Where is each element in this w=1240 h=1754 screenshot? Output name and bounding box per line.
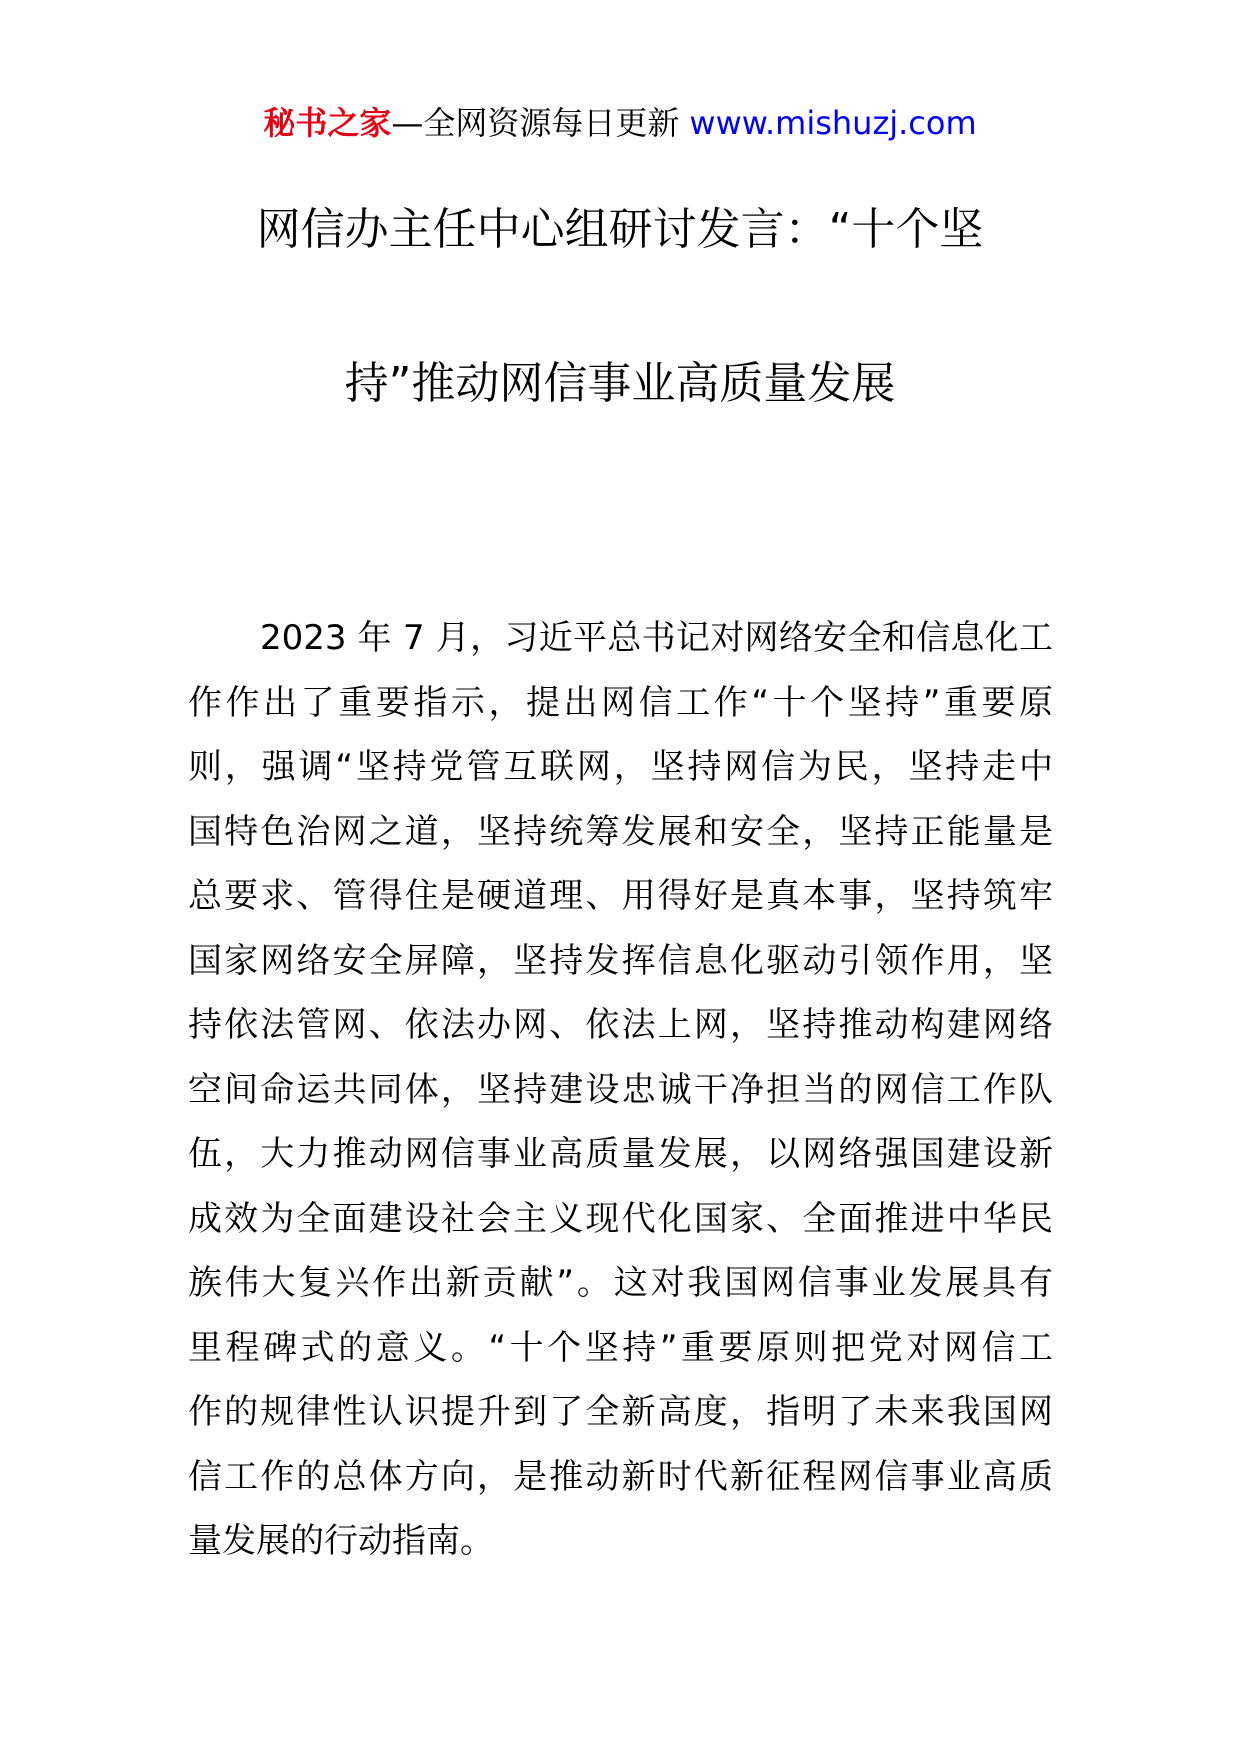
paragraph-line: 空间命运共同体，坚持建设忠诚干净担当的网信工作队: [188, 1069, 1053, 1110]
paragraph-line: 量发展的行动指南。: [188, 1521, 494, 1561]
paragraph-line: 2023 年 7 月，习近平总书记对网络安全和信息化工: [260, 618, 1053, 658]
paragraph-line: 国家网络安全屏障，坚持发挥信息化驱动引领作用，坚: [188, 940, 1053, 981]
paragraph-line: 族伟大复兴作出新贡献”。这对我国网信事业发展具有: [188, 1263, 1053, 1303]
paragraph-line: 作作出了重要指示，提出网信工作“十个坚持”重要原: [188, 682, 1053, 723]
paragraph-line: 信工作的总体方向，是推动新时代新征程网信事业高质: [188, 1456, 1053, 1497]
paragraph-line: 里程碑式的意义。“十个坚持”重要原则把党对网信工: [188, 1327, 1053, 1368]
paragraph-line: 成效为全面建设社会主义现代化国家、全面推进中华民: [188, 1198, 1053, 1239]
paragraph-line: 国特色治网之道，坚持统筹发展和安全，坚持正能量是: [188, 811, 1053, 852]
paragraph-line: 作的规律性认识提升到了全新高度，指明了未来我国网: [188, 1392, 1053, 1432]
body-paragraph: [188, 606, 1053, 1574]
brand-name: 秘书之家: [263, 104, 392, 142]
site-url-link[interactable]: www.mishuzj.com: [689, 104, 977, 142]
paragraph-line: 伍，大力推动网信事业高质量发展，以网络强国建设新: [188, 1134, 1053, 1174]
paragraph-line: 总要求、管得住是硬道理、用得好是真本事，坚持筑牢: [188, 876, 1053, 916]
header-tagline: —全网资源每日更新: [391, 104, 680, 142]
document-title-line-1: 网信办主任中心组研讨发言：“十个坚: [256, 204, 984, 255]
site-header: [0, 98, 1240, 148]
paragraph-line: 则，强调“坚持党管互联网，坚持网信为民，坚持走中: [188, 747, 1053, 787]
document-title-line-2: 持”推动网信事业高质量发展: [344, 358, 896, 409]
paragraph-line: 持依法管网、依法办网、依法上网，坚持推动构建网络: [188, 1005, 1053, 1045]
